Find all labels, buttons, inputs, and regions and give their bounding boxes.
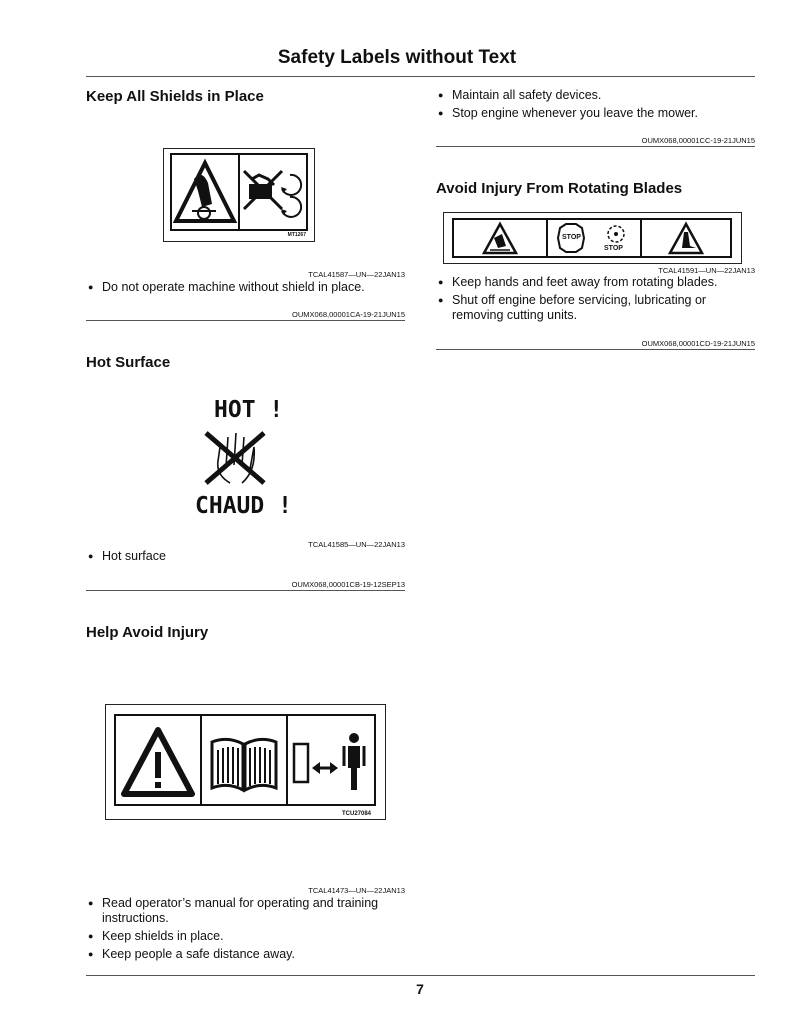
section-rule — [436, 349, 755, 350]
bullet-list — [86, 549, 405, 567]
hand-crossed-icon — [202, 427, 268, 487]
bullet-list — [86, 280, 405, 298]
list-item: ● Keep people a safe distance away. — [86, 947, 405, 962]
safe-distance-icon — [288, 716, 374, 804]
figure-code: TCAL41587—UN—22JAN13 — [308, 270, 405, 279]
section-heading-shields: Keep All Shields in Place — [86, 88, 264, 105]
list-item: ● Stop engine whenever you leave the mower. — [436, 106, 755, 121]
label-panel-distance — [286, 714, 376, 806]
list-item: ● Shut off engine before servicing, lubricating or removing cutting units. — [436, 293, 755, 323]
figure-code: TCAL41591—UN—22JAN13 — [658, 266, 755, 275]
footer-rule — [86, 975, 755, 976]
figure-code: TCAL41585—UN—22JAN13 — [308, 540, 405, 549]
shield-label-graphic — [164, 149, 314, 241]
list-item: ● Hot surface — [86, 549, 405, 564]
reference-code: OUMX068,00001CC-19-21JUN15 — [641, 136, 755, 145]
page-title: Safety Labels without Text — [277, 47, 517, 68]
foot-blade-icon — [642, 220, 730, 256]
list-item: ● Keep shields in place. — [86, 929, 405, 944]
bullet-list — [436, 275, 755, 326]
list-item: ● Do not operate machine without shield in place. — [86, 280, 405, 295]
list-item: ● Read operator’s manual for operating and training instructions. — [86, 896, 405, 926]
label-panel-hand-blade — [452, 218, 548, 258]
bullet-list — [86, 896, 405, 965]
label-part-code: MT1267 — [287, 232, 306, 238]
book-icon — [202, 716, 286, 804]
section-rule — [436, 146, 755, 147]
section-heading-hot: Hot Surface — [86, 354, 171, 371]
section-rule — [86, 590, 405, 591]
stop-text: STOP — [604, 245, 623, 252]
hand-crossed-icon — [244, 171, 282, 209]
bullet-list — [436, 88, 755, 124]
label-part-code: TCU27084 — [341, 811, 371, 817]
figure-code: TCAL41473—UN—22JAN13 — [308, 886, 405, 895]
section-heading-injury: Help Avoid Injury — [86, 624, 209, 641]
hot-safety-label — [190, 397, 302, 523]
label-panel-warning — [114, 714, 202, 806]
list-item: ● Keep hands and feet away from rotating blades. — [436, 275, 755, 290]
title-rule — [86, 76, 755, 77]
reference-code: OUMX068,00001CB-19-12SEP13 — [291, 580, 405, 589]
label-panel-foot-blade — [640, 218, 732, 258]
injury-safety-label — [105, 704, 386, 820]
label-panel-manual — [200, 714, 288, 806]
chaud-label-text: CHAUD ! — [195, 493, 292, 519]
warning-icon — [116, 716, 200, 804]
stop-text: STOP — [562, 234, 581, 241]
blades-safety-label — [443, 212, 742, 264]
reference-code: OUMX068,00001CD-19-21JUN15 — [641, 339, 755, 348]
reference-code: OUMX068,00001CA-19-21JUN15 — [292, 310, 405, 319]
hand-blade-icon — [454, 220, 546, 256]
page-number: 7 — [416, 981, 424, 997]
section-heading-blades: Avoid Injury From Rotating Blades — [436, 180, 683, 197]
hot-label-text: HOT ! — [214, 397, 284, 423]
label-panel-stop — [546, 218, 642, 258]
section-rule — [86, 320, 405, 321]
list-item: ● Maintain all safety devices. — [436, 88, 755, 103]
shield-safety-label — [163, 148, 315, 242]
